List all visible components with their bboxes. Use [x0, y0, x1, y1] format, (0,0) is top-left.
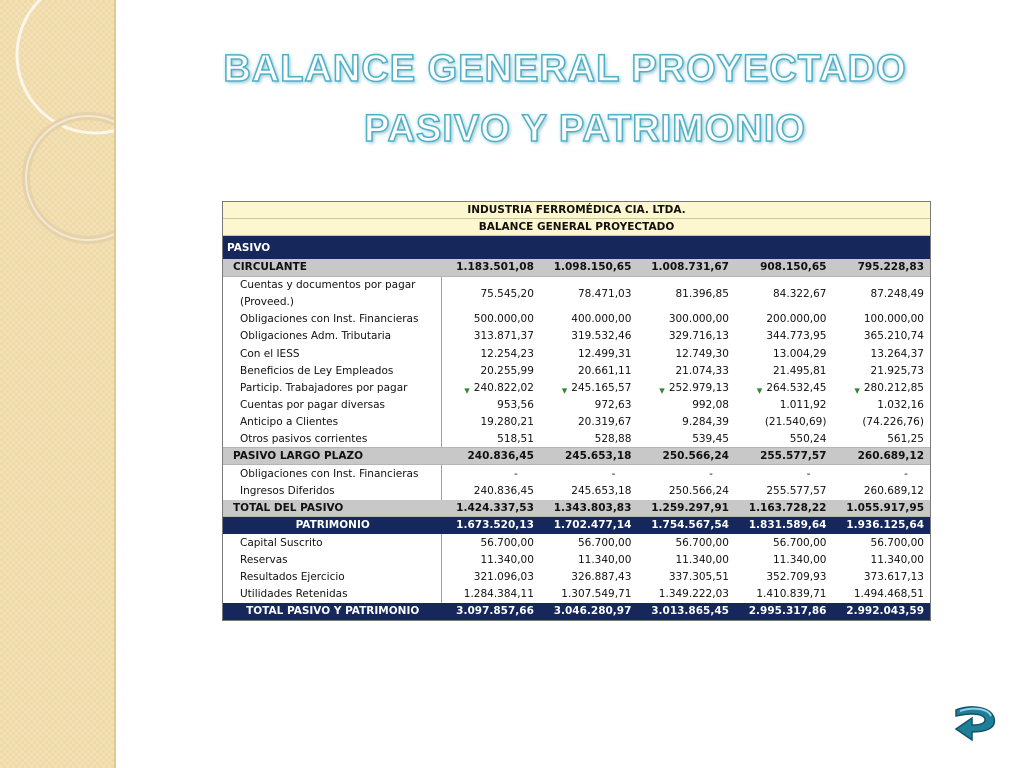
value-cell	[442, 379, 540, 396]
value-cell: 81.396,85	[675, 287, 729, 300]
value-cell: 1.936.125,64	[846, 519, 925, 532]
value-cell: 1.307.549,71	[561, 588, 632, 601]
row-label: Capital Suscrito	[223, 534, 442, 551]
row-label: Obligaciones con Inst. Financieras	[223, 465, 442, 482]
value-cell: 250.566,24	[668, 485, 729, 498]
value-cell: 1.410.839,71	[756, 588, 827, 601]
value-cell: 1.831.589,64	[748, 519, 827, 532]
value-cell: 1.163.728,22	[748, 501, 827, 514]
value-cell: 3.013.865,45	[651, 605, 729, 618]
value-cell: 20.319,67	[577, 416, 632, 429]
value-cell: 21.495,81	[773, 364, 827, 377]
value-cell: 1.284.384,11	[463, 588, 534, 601]
value-cell: (21.540,69)	[764, 416, 827, 429]
value-cell: 56.700,00	[870, 536, 924, 549]
value-cell: 908.150,65	[760, 261, 827, 274]
value-cell: 1.494.468,51	[853, 588, 924, 601]
value-cell: (74.226,76)	[862, 416, 924, 429]
value-cell	[540, 379, 638, 396]
value-cell	[637, 379, 735, 396]
value-cell: 561,25	[887, 432, 924, 445]
return-arrow-shape	[950, 702, 1000, 748]
value-cell: 319.532,46	[571, 330, 632, 343]
value-cell: 20.661,11	[577, 364, 632, 377]
row-label: Particip. Trabajadores por pagar	[223, 379, 442, 396]
value-cell: 528,88	[594, 432, 632, 445]
side-divider	[114, 0, 116, 768]
patrimonio-row	[223, 517, 930, 534]
total-general-row	[223, 603, 930, 620]
table-row	[223, 465, 930, 482]
comment-marker-icon: ▾	[561, 384, 568, 398]
value-cell: 12.749,30	[675, 347, 729, 360]
value-cell	[832, 379, 930, 396]
table-row	[223, 379, 930, 396]
table-row	[223, 362, 930, 379]
value-cell: 300.000,00	[668, 313, 729, 326]
row-label: Obligaciones con Inst. Financieras	[223, 311, 442, 328]
table-row	[223, 482, 930, 499]
value-text: 240.822,02	[473, 381, 534, 394]
value-cell: 260.689,12	[863, 485, 924, 498]
value-cell: 11.340,00	[773, 553, 827, 566]
value-cell: 240.836,45	[473, 485, 534, 498]
value-text: 252.979,13	[668, 381, 729, 394]
table-row	[223, 568, 930, 585]
value-cell: 245.653,18	[571, 485, 632, 498]
value-cell: 11.340,00	[675, 553, 729, 566]
pasivo-label: PASIVO	[223, 236, 930, 259]
value-cell: 3.097.857,66	[456, 605, 534, 618]
value-cell: 56.700,00	[480, 536, 534, 549]
row-label: Resultados Ejercicio	[223, 568, 442, 585]
value-cell: 313.871,37	[473, 330, 534, 343]
value-cell: 352.709,93	[766, 570, 827, 583]
value-cell: 1.183.501,08	[456, 261, 534, 274]
value-cell: 1.011,92	[779, 399, 827, 412]
value-cell: 19.280,21	[480, 416, 534, 429]
balance-sheet-table	[222, 201, 931, 621]
row-label: TOTAL PASIVO Y PATRIMONIO	[246, 605, 420, 618]
largo-plazo-row	[223, 448, 930, 465]
row-label: Ingresos Diferidos	[223, 482, 442, 499]
value-cell: 260.689,12	[857, 450, 925, 463]
value-cell: 1.702.477,14	[553, 519, 632, 532]
value-cell: 795.228,83	[857, 261, 925, 274]
value-cell: 75.545,20	[480, 287, 534, 300]
table-row	[223, 431, 930, 448]
value-cell: 13.004,29	[773, 347, 827, 360]
value-cell: 365.210,74	[863, 330, 924, 343]
value-text: 264.532,45	[766, 381, 827, 394]
value-cell: -	[709, 467, 713, 480]
value-cell: 500.000,00	[473, 313, 534, 326]
value-cell: 1.349.222,03	[658, 588, 729, 601]
pasivo-section-row	[223, 236, 930, 259]
row-label: TOTAL DEL PASIVO	[233, 501, 344, 514]
value-cell: 329.716,13	[668, 330, 729, 343]
value-cell: -	[611, 467, 616, 480]
value-cell: 1.754.567,54	[651, 519, 729, 532]
table-subtitle: BALANCE GENERAL PROYECTADO	[223, 219, 930, 236]
value-cell: 245.653,18	[565, 450, 632, 463]
subtitle-header-row	[223, 219, 930, 236]
row-label: Utilidades Retenidas	[223, 586, 442, 603]
value-cell: 2.992.043,59	[846, 605, 925, 618]
value-cell: 11.340,00	[870, 553, 924, 566]
value-cell: 250.566,24	[662, 450, 729, 463]
decorative-side-strip	[0, 0, 114, 768]
row-label: Cuentas y documentos por pagar (Proveed.)	[223, 277, 442, 311]
value-cell: -	[904, 467, 908, 480]
value-cell: 373.617,13	[863, 570, 924, 583]
table-row	[223, 414, 930, 431]
row-label: Obligaciones Adm. Tributaria	[223, 328, 442, 345]
value-cell: 11.340,00	[577, 553, 632, 566]
value-cell: 56.700,00	[675, 536, 729, 549]
value-cell: 21.925,73	[870, 364, 924, 377]
table-row	[223, 345, 930, 362]
value-cell: 21.074,33	[675, 364, 729, 377]
value-cell: 255.577,57	[760, 450, 827, 463]
circulante-row	[223, 259, 930, 276]
table-row	[223, 534, 930, 551]
comment-marker-icon: ▾	[659, 384, 665, 398]
row-label: PATRIMONIO	[295, 519, 370, 532]
comment-marker-icon: ▾	[756, 384, 763, 398]
company-header-row	[223, 202, 930, 219]
value-cell: 9.284,39	[682, 416, 729, 429]
value-cell: 56.700,00	[577, 536, 632, 549]
comment-marker-icon: ▾	[854, 384, 860, 398]
value-cell: 12.499,31	[577, 347, 632, 360]
decorative-rings	[0, 0, 114, 768]
total-pasivo-row	[223, 500, 930, 517]
slide-title-line2: PASIVO Y PATRIMONIO	[364, 108, 806, 150]
value-cell: 550,24	[789, 432, 827, 445]
value-cell: 972,63	[594, 399, 632, 412]
value-cell: 337.305,51	[668, 570, 729, 583]
value-cell: 240.836,45	[467, 450, 534, 463]
comment-marker-icon: ▾	[464, 384, 470, 398]
row-label: Con el IESS	[223, 345, 442, 362]
value-cell: 953,56	[497, 399, 534, 412]
row-label: Anticipo a Clientes	[223, 414, 442, 431]
value-cell: 56.700,00	[773, 536, 827, 549]
return-arrow-icon[interactable]	[950, 702, 1000, 748]
table-row	[223, 586, 930, 603]
value-cell: 12.254,23	[480, 347, 534, 360]
value-cell: 11.340,00	[480, 553, 534, 566]
table-row	[223, 397, 930, 414]
value-cell	[735, 379, 833, 396]
value-cell: 200.000,00	[766, 313, 827, 326]
row-label: Reservas	[223, 551, 442, 568]
value-text: 280.212,85	[863, 381, 924, 394]
table-row	[223, 311, 930, 328]
value-cell: -	[514, 467, 518, 480]
value-cell: 344.773,95	[766, 330, 827, 343]
row-label: Cuentas por pagar diversas	[223, 397, 442, 414]
value-cell: 100.000,00	[863, 313, 924, 326]
value-cell: 20.255,99	[480, 364, 534, 377]
value-cell: -	[806, 467, 811, 480]
value-cell: 87.248,49	[870, 287, 924, 300]
value-cell: 326.887,43	[571, 570, 632, 583]
value-cell: 1.424.337,53	[456, 501, 534, 514]
value-cell: 321.096,03	[473, 570, 534, 583]
row-label: PASIVO LARGO PLAZO	[233, 450, 364, 463]
table-row	[223, 551, 930, 568]
table-row	[223, 328, 930, 345]
value-cell: 539,45	[692, 432, 729, 445]
value-cell: 1.032,16	[877, 399, 924, 412]
value-cell: 400.000,00	[571, 313, 632, 326]
value-cell: 84.322,67	[773, 287, 827, 300]
value-cell: 255.577,57	[766, 485, 827, 498]
value-cell: 1.008.731,67	[651, 261, 729, 274]
value-cell: 2.995.317,86	[748, 605, 827, 618]
value-cell: 1.259.297,91	[651, 501, 729, 514]
value-cell: 1.343.803,83	[553, 501, 632, 514]
value-cell: 13.264,37	[870, 347, 924, 360]
value-text: 245.165,57	[571, 381, 632, 394]
value-cell: 1.055.917,95	[846, 501, 925, 514]
value-cell: 1.098.150,65	[553, 261, 632, 274]
value-cell: 518,51	[497, 432, 534, 445]
value-cell: 992,08	[692, 399, 729, 412]
value-cell: 3.046.280,97	[553, 605, 632, 618]
value-cell: 1.673.520,13	[456, 519, 534, 532]
slide-title-line1: BALANCE GENERAL PROYECTADO	[223, 48, 907, 90]
row-label: Beneficios de Ley Empleados	[223, 362, 442, 379]
value-cell: 78.471,03	[577, 287, 632, 300]
table-row	[223, 277, 930, 311]
row-label: CIRCULANTE	[233, 261, 307, 274]
row-label: Otros pasivos corrientes	[223, 431, 442, 447]
company-name: INDUSTRIA FERROMÉDICA CIA. LTDA.	[223, 202, 930, 219]
